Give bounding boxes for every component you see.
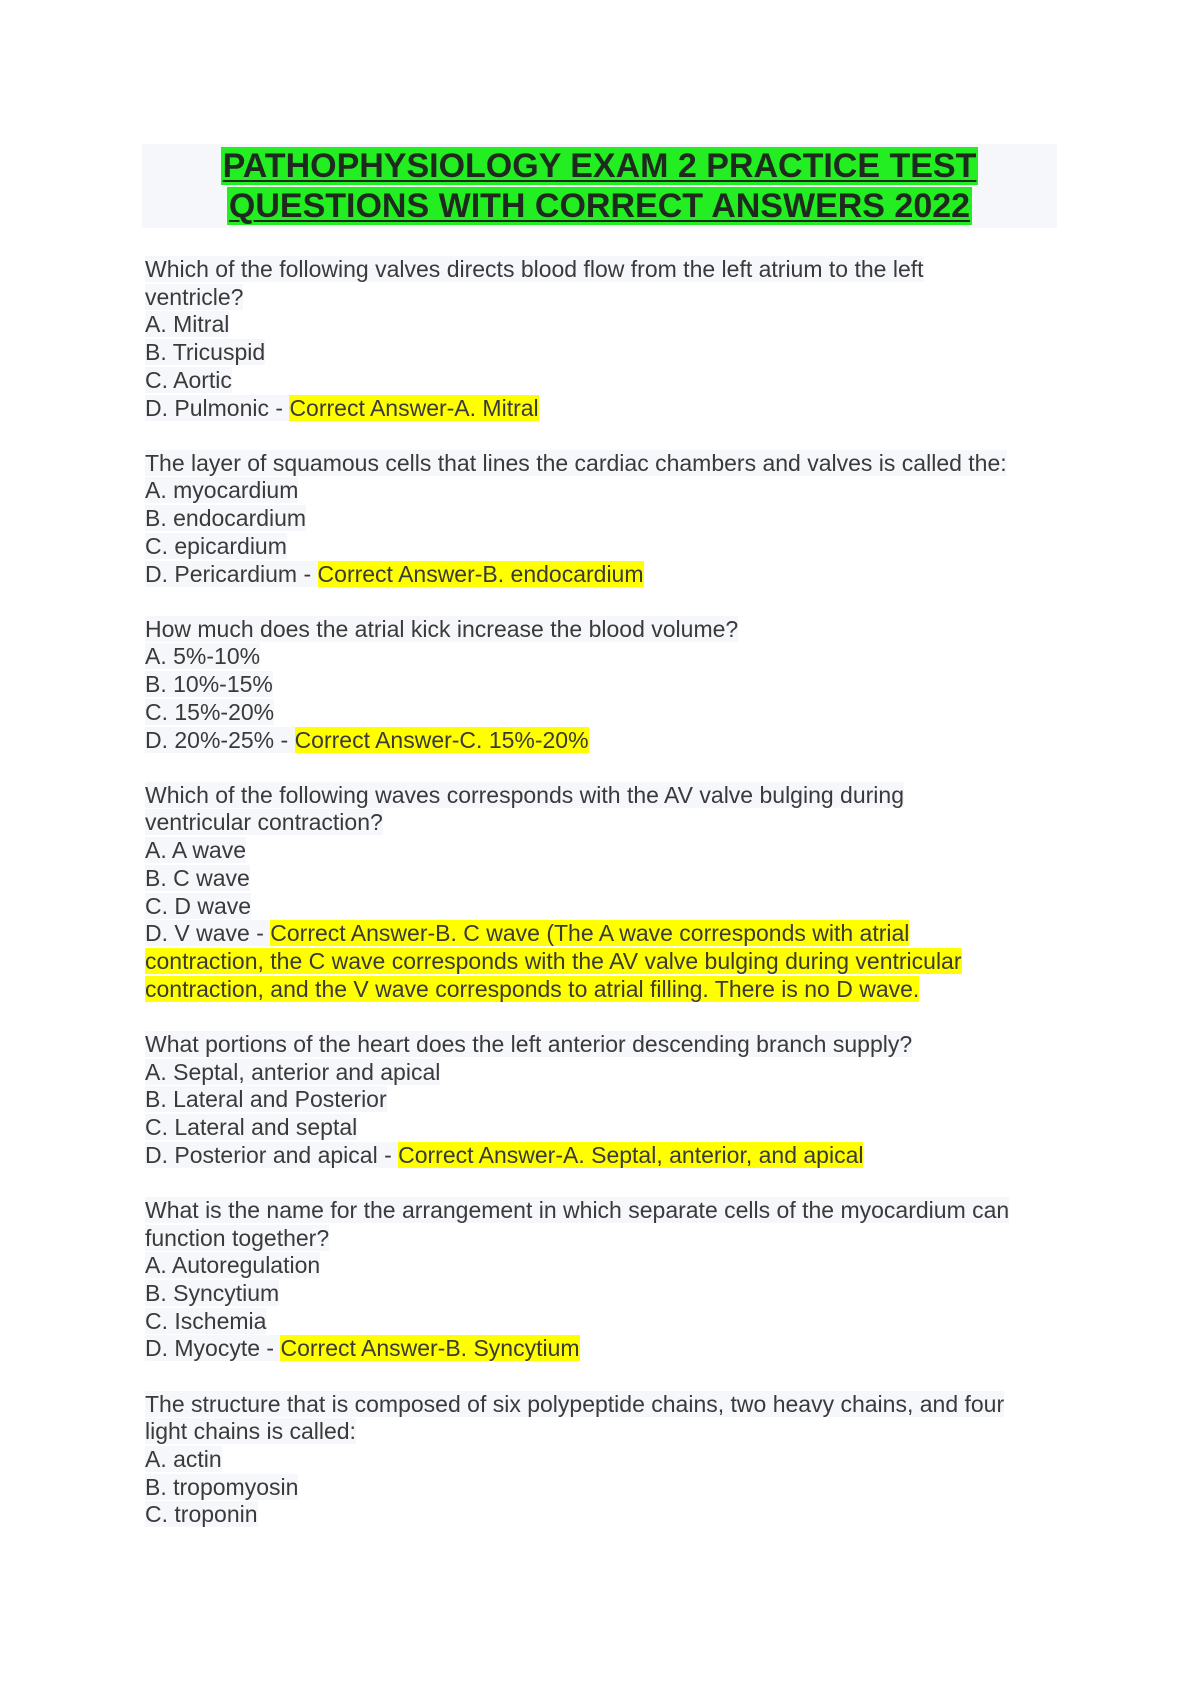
answer-option-text: C. 15%-20% [145,698,275,725]
answer-option-text: C. epicardium [145,532,287,559]
answer-option-last [145,920,1060,948]
question-item [145,616,1060,755]
question-stem-text: light chains is called: [145,1418,356,1445]
answer-option-text: D. Pericardium - [145,560,318,587]
answer-option-text: B. Syncytium [145,1280,280,1306]
question-list [145,256,1060,1557]
answer-option [145,699,1060,727]
answer-option-text: A. actin [145,1446,222,1473]
answer-option [145,1308,1060,1336]
answer-option [145,1280,1060,1308]
title-line-1-text: PATHOPHYSIOLOGY EXAM 2 PRACTICE TEST [222,147,977,185]
answer-option-text: C. D wave [145,892,252,919]
answer-option-text: A. Mitral [145,311,230,338]
question-item [145,1197,1060,1363]
correct-answer-continuation [145,976,1060,1004]
title-line-2-text: QUESTIONS WITH CORRECT ANSWERS 2022 [228,187,971,225]
answer-option-text: A. myocardium [145,477,299,504]
correct-answer-highlight: Correct Answer-A. Mitral [289,394,539,421]
answer-option-last [145,561,1060,589]
question-stem-line [145,1225,1060,1253]
correct-answer-highlight: contraction, and the V wave corresponds to atrial filling. There is no D wave. [145,975,920,1002]
correct-answer-highlight: Correct Answer-B. Syncytium [280,1335,580,1362]
answer-option [145,477,1060,505]
answer-option [145,1446,1060,1474]
answer-option-text: B. Tricuspid [145,339,266,366]
question-item [145,256,1060,422]
question-stem-line [145,782,1060,810]
answer-option-last [145,1335,1060,1363]
question-stem-line [145,1391,1060,1419]
answer-option [145,865,1060,893]
question-stem-text: What portions of the heart does the left anterior descending branch supply? [145,1030,913,1057]
correct-answer-continuation [145,948,1060,976]
answer-option-text: C. troponin [145,1501,258,1528]
correct-answer-highlight: Correct Answer-C. 15%-20% [294,726,589,753]
title-line-1 [142,146,1057,186]
question-stem-line [145,256,1060,284]
answer-option [145,837,1060,865]
question-stem-line [145,1031,1060,1059]
question-stem-line [145,1418,1060,1446]
answer-option [145,893,1060,921]
answer-option-text: D. Posterior and apical - [145,1141,399,1168]
answer-option-text: B. C wave [145,864,250,891]
question-stem-line [145,616,1060,644]
answer-option [145,1252,1060,1280]
answer-option [145,1059,1060,1087]
answer-option-text: A. 5%-10% [145,643,261,670]
question-stem-text: How much does the atrial kick increase the blood volume? [145,615,739,642]
answer-option [145,367,1060,395]
question-item [145,782,1060,1004]
answer-option-text: B. Lateral and Posterior [145,1086,387,1113]
answer-option-text: C. Aortic [145,366,232,393]
answer-option-text: D. 20%-25% - [145,726,295,753]
answer-option [145,1474,1060,1502]
answer-option [145,339,1060,367]
answer-option-last [145,1142,1060,1170]
question-stem-text: The structure that is composed of six polypeptide chains, two heavy chains, and four [145,1390,1005,1417]
question-item [145,1031,1060,1170]
answer-option-last [145,727,1060,755]
document-title [142,144,1057,228]
answer-option [145,1114,1060,1142]
question-item [145,1391,1060,1530]
question-stem-text: Which of the following waves corresponds with the AV valve bulging during [145,781,904,808]
question-stem-text: Which of the following valves directs blood flow from the left atrium to the left [145,256,924,282]
question-stem-text: What is the name for the arrangement in which separate cells of the myocardium can [145,1196,1010,1223]
answer-option-text: A. A wave [145,837,247,864]
title-line-2 [142,186,1057,226]
answer-option [145,671,1060,699]
question-stem-text: function together? [145,1224,330,1251]
answer-option-text: A. Septal, anterior and apical [145,1058,441,1085]
question-stem-line [145,809,1060,837]
question-stem-text: ventricle? [145,283,244,310]
answer-option-text: C. Ischemia [145,1307,267,1334]
correct-answer-highlight: Correct Answer-B. endocardium [317,560,644,587]
answer-option-text: B. 10%-15% [145,671,273,698]
correct-answer-highlight: contraction, the C wave corresponds with the AV valve bulging during ventricular [145,947,962,974]
question-item [145,450,1060,589]
answer-option-text: B. tropomyosin [145,1473,299,1500]
answer-option [145,533,1060,561]
answer-option-text: D. Pulmonic - [145,394,290,421]
answer-option [145,505,1060,533]
question-stem-line [145,1197,1060,1225]
answer-option-text: B. endocardium [145,505,307,532]
correct-answer-highlight: Correct Answer-B. C wave (The A wave corresponds with atrial [270,920,910,947]
correct-answer-highlight: Correct Answer-A. Septal, anterior, and apical [398,1141,864,1168]
question-stem-text: The layer of squamous cells that lines the cardiac chambers and valves is called the: [145,449,1007,476]
question-stem-text: ventricular contraction? [145,809,383,836]
answer-option-text: D. Myocyte - [145,1335,281,1362]
answer-option-text: C. Lateral and septal [145,1113,358,1140]
answer-option-last [145,395,1060,423]
answer-option [145,1086,1060,1114]
answer-option [145,1501,1060,1529]
answer-option-text: D. V wave - [145,920,271,947]
question-stem-line [145,284,1060,312]
question-stem-line [145,450,1060,478]
answer-option [145,643,1060,671]
answer-option-text: A. Autoregulation [145,1252,321,1279]
answer-option [145,311,1060,339]
